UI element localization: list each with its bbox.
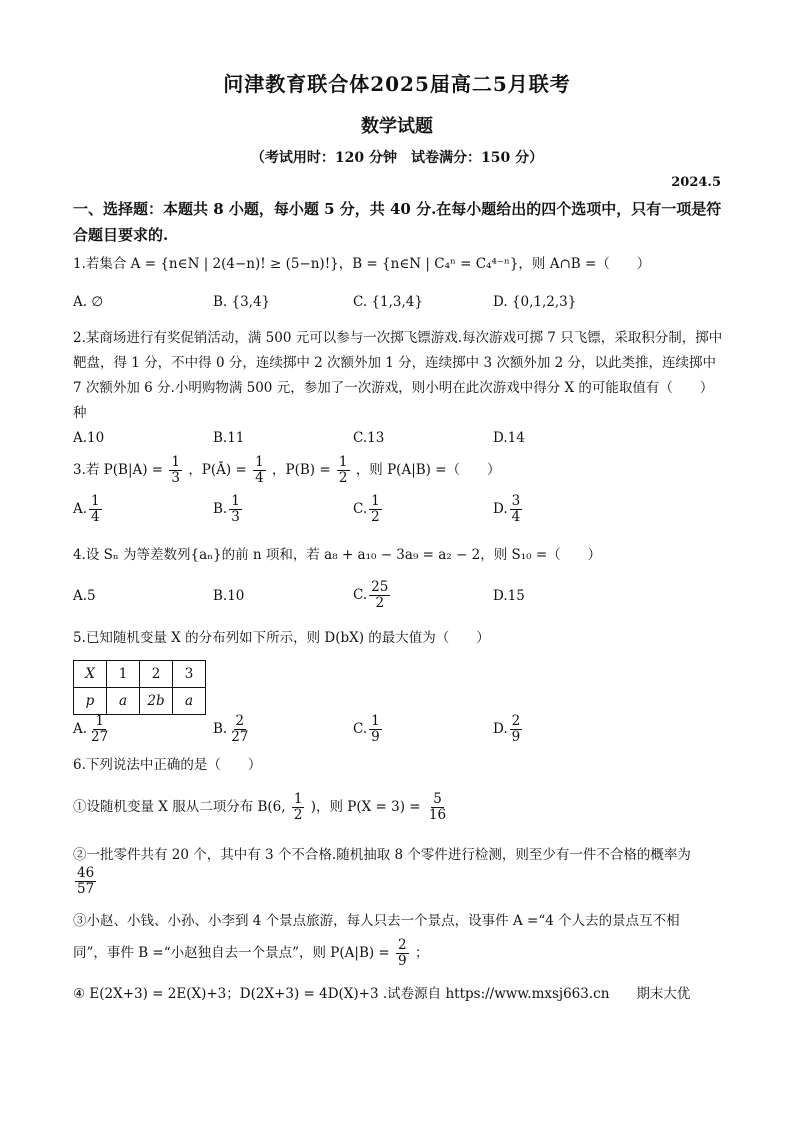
option-c [353,494,384,525]
numerator: 1 [371,713,380,729]
fraction [369,494,382,525]
question-6-stem: 6.下列说法中正确的是（ ） [73,757,262,773]
denominator: 9 [371,729,380,745]
statement-2-fraction [73,866,723,897]
option-a: A.10 [73,430,105,446]
exam-date: 2024.5 [671,175,721,190]
table-row [74,688,206,715]
exam-meta: （考试用时：120 分钟 试卷满分：150 分） [250,150,544,166]
fraction [427,792,448,823]
question-1-stem: 1.若集合 A = {n∈N | 2(4−n)! ≥ (5−n)!}，B = {n∈N | C₄ⁿ = C₄⁴⁻ⁿ}，则 A∩B =（ ） [73,256,651,272]
statement-2: ②一批零件共有 20 个，其中有 3 个不合格.随机抽取 8 个零件进行检测，则至少有一件不合格的概率为 [73,847,691,863]
option-a [73,714,112,745]
fraction [369,580,390,611]
exam-subtitle: 数学试题 [361,116,433,137]
question-3-stem [73,455,723,486]
denominator: 2 [375,595,385,611]
numerator: 1 [91,493,100,509]
s3-text-c: ； [414,945,429,961]
denominator: 57 [77,881,95,897]
table-cell: X [74,661,107,688]
section-heading: 一、选择题：本题共 8 小题，每小题 5 分，共 40 分.在每小题给出的四个选项中，只有一项是符合题目要求的. [73,200,722,244]
question-2-options [73,430,723,456]
numerator: 1 [255,454,264,470]
s3-text-b: 同”，事件 B =“小赵独自去一个景点”，则 P(A|B) = [73,945,390,961]
table-cell: p [74,688,107,715]
option-b [213,714,252,745]
question-3-options [73,494,723,530]
numerator: 5 [433,791,442,807]
question-4-stem: 4.设 Sₙ 为等差数列{aₙ}的前 n 项和，若 a₈ + a₁₀ − 3a₉ = a₂ − 2，则 S₁₀ =（ ） [73,547,602,563]
fraction [229,714,250,745]
q3-text-c: ，P(B) = [271,462,331,478]
fraction [169,455,182,486]
table-row [74,661,206,688]
denominator: 3 [171,470,181,486]
distribution-table [73,660,206,715]
denominator: 16 [428,807,447,823]
fraction [253,455,266,486]
table-cell: 2b [140,688,173,715]
denominator: 27 [231,729,249,745]
option-c [353,714,384,745]
numerator: 2 [398,937,407,953]
option-a: A.5 [73,588,96,604]
question-5-options [73,714,723,750]
statement-1 [73,792,723,823]
option-d: D. {0,1,2,3} [493,294,577,310]
option-label: C. [353,587,368,603]
denominator: 9 [398,953,407,969]
numerator: 2 [235,713,245,729]
question-5-stem: 5.已知随机变量 X 的分布列如下所示，则 D(bX) 的最大值为（ ） [73,630,490,646]
denominator: 4 [511,509,521,525]
option-label: C. [353,501,368,517]
option-a [73,494,104,525]
fraction [510,494,523,525]
option-label: D. [493,501,508,517]
fraction [369,714,382,745]
table-cell: 3 [173,661,206,688]
numerator: 1 [293,791,303,807]
option-b: B.10 [213,588,245,604]
option-b [213,494,244,525]
fraction [75,866,96,897]
s1-text-b: )，则 P(X = 3) = [310,799,421,815]
numerator: 46 [77,865,95,881]
numerator: 3 [511,493,521,509]
fraction [89,714,110,745]
numerator: 25 [371,579,389,595]
s3-line-2 [73,938,723,969]
option-label: A. [73,721,88,737]
fraction [89,494,102,525]
numerator: 1 [371,493,380,509]
q3-text-d: ，则 P(A|B) =（ ） [355,462,501,478]
denominator: 27 [91,729,109,745]
question-4-options [73,580,723,616]
statement-4: ④ E(2X+3) = 2E(X)+3；D(2X+3) = 4D(X)+3 .试卷源自 https://www.mxsj663.cn 期末大优 [73,986,691,1002]
denominator: 9 [511,729,521,745]
table-cell: 2 [140,661,173,688]
denominator: 2 [371,509,380,525]
fraction [396,938,409,969]
option-d: D.14 [493,430,525,446]
numerator: 1 [95,713,104,729]
denominator: 2 [338,470,348,486]
denominator: 4 [91,509,100,525]
statement-3 [73,909,723,969]
denominator: 4 [255,470,264,486]
fraction [510,714,523,745]
numerator: 1 [171,454,181,470]
exam-title: 问津教育联合体2025届高二5月联考 [223,72,571,96]
table-cell: a [107,688,140,715]
option-c: C. {1,3,4} [353,294,423,310]
fraction [292,792,305,823]
table-cell: a [173,688,206,715]
option-label: C. [353,721,368,737]
denominator: 2 [293,807,303,823]
option-label: A. [73,501,88,517]
option-label: B. [213,721,228,737]
fraction [229,494,242,525]
option-d [493,714,524,745]
question-2-stem: 2.某商场进行有奖促销活动，满 500 元可以参与一次掷飞镖游戏.每次游戏可掷 7 只飞镖，采取积分制，掷中靶盘，得 1 分，不中得 0 分，连续掷中 2 次额外加 1 分，连续掷中 3 次额外加 2 分，以此类推，连续掷中 7 次额外加 6 分.小明购物满 500 元，参加了一次游戏，则小明在此次游戏中得分 X 的可能取值有（ ）种 [73,330,723,421]
s1-text-a: ①设随机变量 X 服从二项分布 B(6, [73,799,286,815]
q3-text-a: 3.若 P(B|A) = [73,462,164,478]
option-d: D.15 [493,588,525,604]
option-c: C.13 [353,430,385,446]
option-c [353,580,392,611]
question-1-options [73,294,723,320]
s3-line-1: ③小赵、小钱、小孙、小李到 4 个景点旅游，每人只去一个景点，设事件 A =“4 个人去的景点互不相 [73,913,680,929]
numerator: 2 [511,713,521,729]
option-label: B. [213,501,228,517]
option-b: B. {3,4} [213,294,271,310]
fraction [337,455,350,486]
option-d [493,494,524,525]
numerator: 1 [338,454,348,470]
q3-text-b: ，P(Ā) = [188,462,247,478]
table-cell: 1 [107,661,140,688]
denominator: 3 [231,509,240,525]
option-b: B.11 [213,430,245,446]
option-a: A. ∅ [73,294,104,310]
option-label: D. [493,721,508,737]
numerator: 1 [231,493,240,509]
